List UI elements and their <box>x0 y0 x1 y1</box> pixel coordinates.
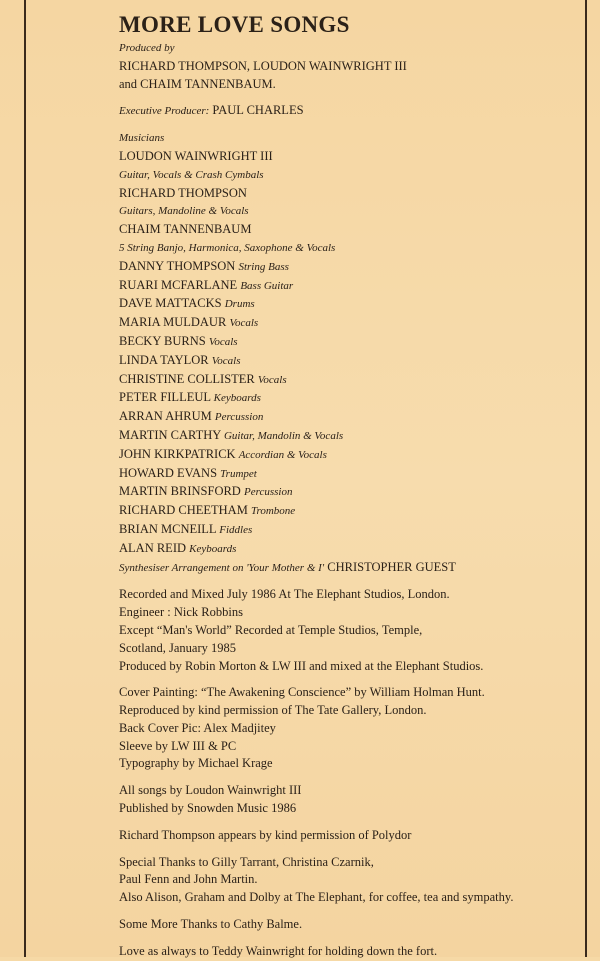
musicians-list <box>119 148 579 559</box>
synth-credit <box>119 559 579 578</box>
musician-role: Guitar, Mandolin & Vocals <box>223 429 344 442</box>
musician-line <box>119 371 579 390</box>
producers-line-1: RICHARD THOMPSON, LOUDON WAINWRIGHT III <box>119 58 407 73</box>
musician-name: RUARI MCFARLANE <box>119 277 238 292</box>
recording-credits <box>119 586 579 675</box>
musician-line <box>119 239 579 258</box>
musician-line <box>119 221 579 239</box>
musician-role: Vocals <box>229 317 259 330</box>
artwork-line: Back Cover Pic: Alex Madjitey <box>119 720 276 735</box>
musician-name: HOWARD EVANS <box>119 465 218 480</box>
musician-line <box>119 521 579 540</box>
recording-line: Recorded and Mixed July 1986 At The Elephant Studios, London. <box>119 587 450 602</box>
musician-role: Trombone <box>250 505 296 518</box>
musician-name: BRIAN MCNEILL <box>119 521 217 536</box>
recording-line: Engineer : Nick Robbins <box>119 605 243 620</box>
musician-line <box>119 502 579 521</box>
thanks-credits <box>119 854 579 907</box>
artwork-line: Typography by Michael Krage <box>119 756 273 771</box>
recording-line: Produced by Robin Morton & LW III and mixed at the Elephant Studios. <box>119 658 484 673</box>
love-note: Love as always to Teddy Wainwright for holding down the fort. <box>119 943 438 958</box>
musician-role: String Bass <box>238 260 289 273</box>
musician-name: MARTIN BRINSFORD <box>119 484 241 499</box>
musician-name: LINDA TAYLOR <box>119 352 209 367</box>
musician-line <box>119 465 579 484</box>
more-thanks: Some More Thanks to Cathy Balme. <box>119 917 303 932</box>
recording-line: Scotland, January 1985 <box>119 640 236 655</box>
musician-role: Vocals <box>257 373 287 386</box>
musician-line <box>119 148 579 166</box>
album-title: MORE LOVE SONGS <box>119 12 350 37</box>
musician-line <box>119 202 579 221</box>
musician-line <box>119 352 579 371</box>
publishing-line: Published by Snowden Music 1986 <box>119 801 297 816</box>
exec-name: PAUL CHARLES <box>212 103 304 118</box>
musician-line <box>119 314 579 333</box>
musicians-label: Musicians <box>119 132 165 145</box>
musician-name: BECKY BURNS <box>119 333 206 348</box>
musician-role: Percussion <box>243 486 293 499</box>
permission-note: Richard Thompson appears by kind permission of Polydor <box>119 827 412 842</box>
musician-role: Fiddles <box>219 523 253 536</box>
synth-label: Synthesiser Arrangement on 'Your Mother & I' <box>119 561 325 574</box>
publishing-credits <box>119 782 579 818</box>
musician-line <box>119 333 579 352</box>
musician-name: PETER FILLEUL <box>119 390 211 405</box>
musician-role: Accordian & Vocals <box>238 448 327 461</box>
musician-line <box>119 295 579 314</box>
thanks-line: Also Alison, Graham and Dolby at The Elephant, for coffee, tea and sympathy. <box>119 890 514 905</box>
musician-name: CHRISTINE COLLISTER <box>119 371 255 386</box>
musician-name: ALAN REID <box>119 540 187 555</box>
musician-name: DANNY THOMPSON <box>119 258 236 273</box>
artwork-line: Sleeve by LW III & PC <box>119 738 237 753</box>
musician-line <box>119 408 579 427</box>
publishing-line: All songs by Loudon Wainwright III <box>119 783 302 798</box>
credits-content <box>119 10 579 961</box>
musician-line <box>119 483 579 502</box>
musician-role: Drums <box>224 298 255 311</box>
musician-name: ARRAN AHRUM <box>119 409 212 424</box>
produced-by-label: Produced by <box>119 42 175 54</box>
thanks-line: Paul Fenn and John Martin. <box>119 872 258 887</box>
artwork-line: Cover Painting: “The Awakening Conscience” by William Holman Hunt. <box>119 685 485 700</box>
exec-label: Executive Producer: <box>119 105 210 118</box>
artwork-line: Reproduced by kind permission of The Tate Gallery, London. <box>119 703 427 718</box>
musician-name: DAVE MATTACKS <box>119 296 222 311</box>
musician-role: Keyboards <box>189 542 237 555</box>
musician-role: Vocals <box>211 354 241 367</box>
musician-line <box>119 540 579 559</box>
musician-role: Trumpet <box>220 467 257 480</box>
synth-name: CHRISTOPHER GUEST <box>327 559 456 574</box>
right-border-rule <box>585 0 587 957</box>
musician-line <box>119 389 579 408</box>
musician-role: Guitar, Vocals & Crash Cymbals <box>119 168 264 181</box>
producers-line-2: and CHAIM TANNENBAUM. <box>119 76 276 91</box>
musician-role: 5 String Banjo, Harmonica, Saxophone & Vocals <box>119 241 336 254</box>
musician-role: Keyboards <box>213 392 261 405</box>
executive-producer <box>119 102 579 121</box>
musician-name: JOHN KIRKPATRICK <box>119 446 236 461</box>
musician-name: CHAIM TANNENBAUM <box>119 222 252 237</box>
musician-line <box>119 166 579 185</box>
musician-name: RICHARD THOMPSON <box>119 185 247 200</box>
musician-line <box>119 427 579 446</box>
musician-role: Percussion <box>214 411 264 424</box>
musician-line <box>119 446 579 465</box>
musician-name: MARTIN CARTHY <box>119 427 221 442</box>
artwork-credits <box>119 684 579 773</box>
thanks-line: Special Thanks to Gilly Tarrant, Christina Czarnik, <box>119 854 374 869</box>
musician-name: RICHARD CHEETHAM <box>119 503 248 518</box>
musician-line <box>119 277 579 296</box>
musician-role: Bass Guitar <box>240 279 294 292</box>
recording-line: Except “Man's World” Recorded at Temple Studios, Temple, <box>119 622 423 637</box>
musician-line <box>119 258 579 277</box>
left-border-rule <box>24 0 26 957</box>
musician-role: Vocals <box>208 335 238 348</box>
musician-role: Guitars, Mandoline & Vocals <box>119 205 249 218</box>
musician-name: MARIA MULDAUR <box>119 315 227 330</box>
musician-name: LOUDON WAINWRIGHT III <box>119 148 273 163</box>
musician-line <box>119 185 579 203</box>
